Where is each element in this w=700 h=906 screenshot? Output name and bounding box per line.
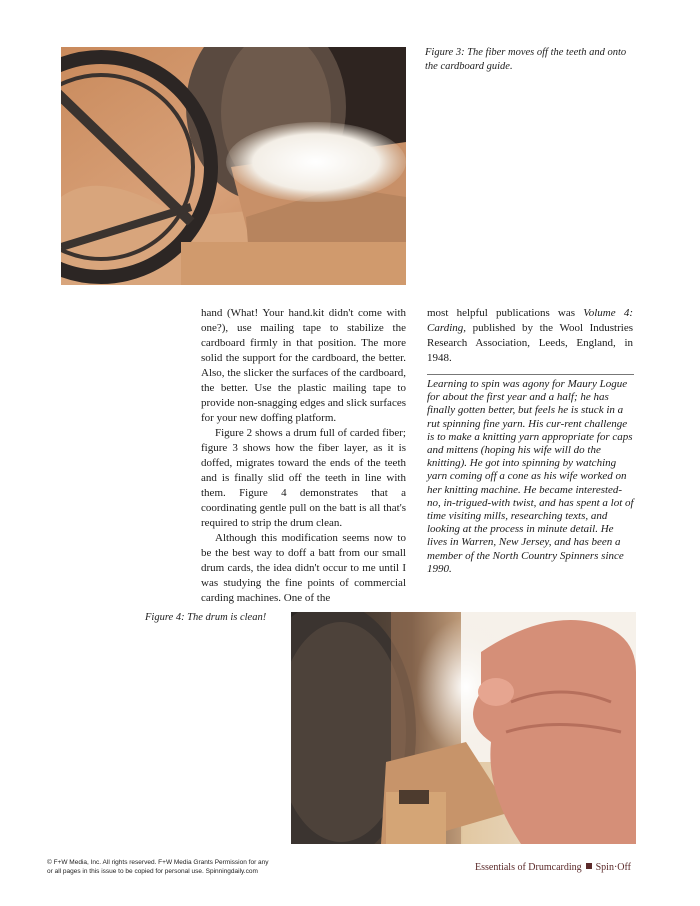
copyright-line: or all pages in this issue to be copied for personal use. Spinningdaily.com — [47, 868, 258, 875]
body-paragraph: Figure 2 shows a drum full of carded fiber; figure 3 shows how the fiber layer, as it is doffed, migrates toward the ends of the teeth and is finally slid off the teeth in line with them. Figure 4 demonstrates that a coordinating gentle pull on the batt is all that's required to strip the drum clean. — [201, 427, 406, 529]
author-bio: Learning to spin was agony for Maury Logue for about the first year and a half; he has finally gotten better, but feels he is stuck in a rut spinning fine yarn. His cur-rent challenge is to make a knitting yarn appropriate for caps and mittens (hoping his wife will do the knitting). He got into spinning by watching yarn coming off a cone as his wife worked on her knitting machine. He became interested-no, in-trigued-with twist, and has spent a lot of time visiting mills, researching texts, and looking at the process in minute detail. He lives in Warren, New Jersey, and has been a member of the North Country Spinners since 1990. — [427, 378, 634, 575]
square-bullet-icon — [586, 863, 592, 869]
body-paragraph: Although this modification seems now to be the best way to doff a batt from our small drum cards, the idea didn't occur to me until I was studying the fine points of commercial carding machines. One of the — [201, 532, 406, 604]
running-footer — [475, 862, 631, 874]
figure-3-caption: Figure 3: The fiber moves off the teeth and onto the cardboard guide. — [425, 47, 627, 72]
copyright-notice — [47, 858, 277, 876]
body-text: most helpful publications was — [427, 307, 584, 319]
body-paragraph — [427, 306, 633, 366]
body-column-right — [427, 306, 633, 366]
figure-3-photo — [61, 47, 406, 285]
copyright-line: © F+W Media, Inc. All rights reserved. F+W Media Grants Permission for any — [47, 859, 269, 866]
figure-4-caption: Figure 4: The drum is clean! — [145, 612, 267, 623]
body-column-left — [201, 306, 406, 606]
bio-divider — [427, 374, 634, 375]
body-paragraph: hand (What! Your hand.kit didn't come with one?), use mailing tape to stabilize the cardboard firmly in that position. The more solid the support for the cardboard, the better. Also, the slicker the surfaces of the cardboard, the better. Use the plastic mailing tape to provide non-snagging edges and slick surfaces for your new doffing platform. — [201, 307, 406, 424]
publication-title: Volume 4: Carding, — [427, 307, 633, 334]
magazine-name: Spin·Off — [595, 862, 631, 873]
figure-4-photo — [291, 612, 636, 844]
publication-name: Essentials of Drumcarding — [474, 862, 582, 873]
body-text: published by the Wool Industries Research Association, Leeds, England, in 1948. — [427, 322, 633, 364]
